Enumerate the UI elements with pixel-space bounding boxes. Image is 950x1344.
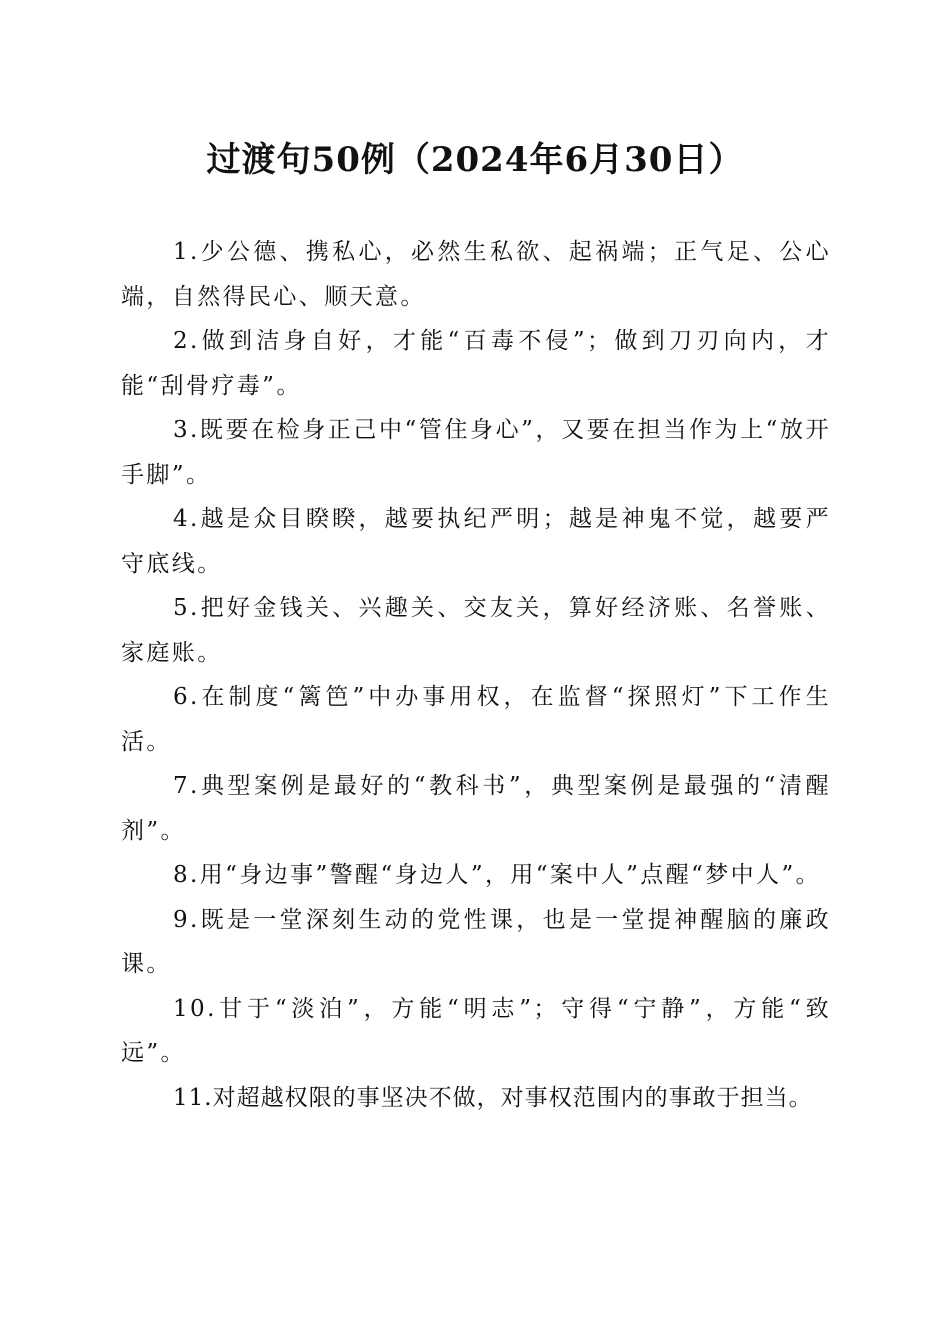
paragraph-11: 11.对超越权限的事坚决不做，对事权范围内的事敢于担当。 — [173, 1084, 813, 1111]
paragraph-5: 5.把好金钱关、兴趣关、交友关，算好经济账、名誉账、家庭账。 — [121, 595, 831, 666]
paragraph-4: 4.越是众目睽睽，越要执纪严明；越是神鬼不觉，越要严守底线。 — [121, 506, 831, 577]
paragraph-3: 3.既要在检身正己中“管住身心”，又要在担当作为上“放开手脚”。 — [121, 417, 831, 488]
document-body — [121, 230, 831, 1120]
paragraph-7: 7.典型案例是最好的“教科书”，典型案例是最强的“清醒剂”。 — [121, 773, 831, 844]
document-title: 过渡句50例（2024年6月30日） — [206, 140, 744, 180]
paragraph-1: 1.少公德、携私心，必然生私欲、起祸端；正气足、公心端，自然得民心、顺天意。 — [121, 239, 831, 310]
paragraph-10: 10.甘于“淡泊”，方能“明志”；守得“宁静”，方能“致远”。 — [121, 995, 831, 1066]
paragraph-2: 2.做到洁身自好，才能“百毒不侵”；做到刀刃向内，才能“刮骨疗毒”。 — [121, 328, 831, 399]
paragraph-8: 8.用“身边事”警醒“身边人”，用“案中人”点醒“梦中人”。 — [173, 862, 822, 888]
paragraph-6: 6.在制度“篱笆”中办事用权，在监督“探照灯”下工作生活。 — [121, 684, 831, 755]
paragraph-9: 9.既是一堂深刻生动的党性课，也是一堂提神醒脑的廉政课。 — [121, 906, 831, 977]
